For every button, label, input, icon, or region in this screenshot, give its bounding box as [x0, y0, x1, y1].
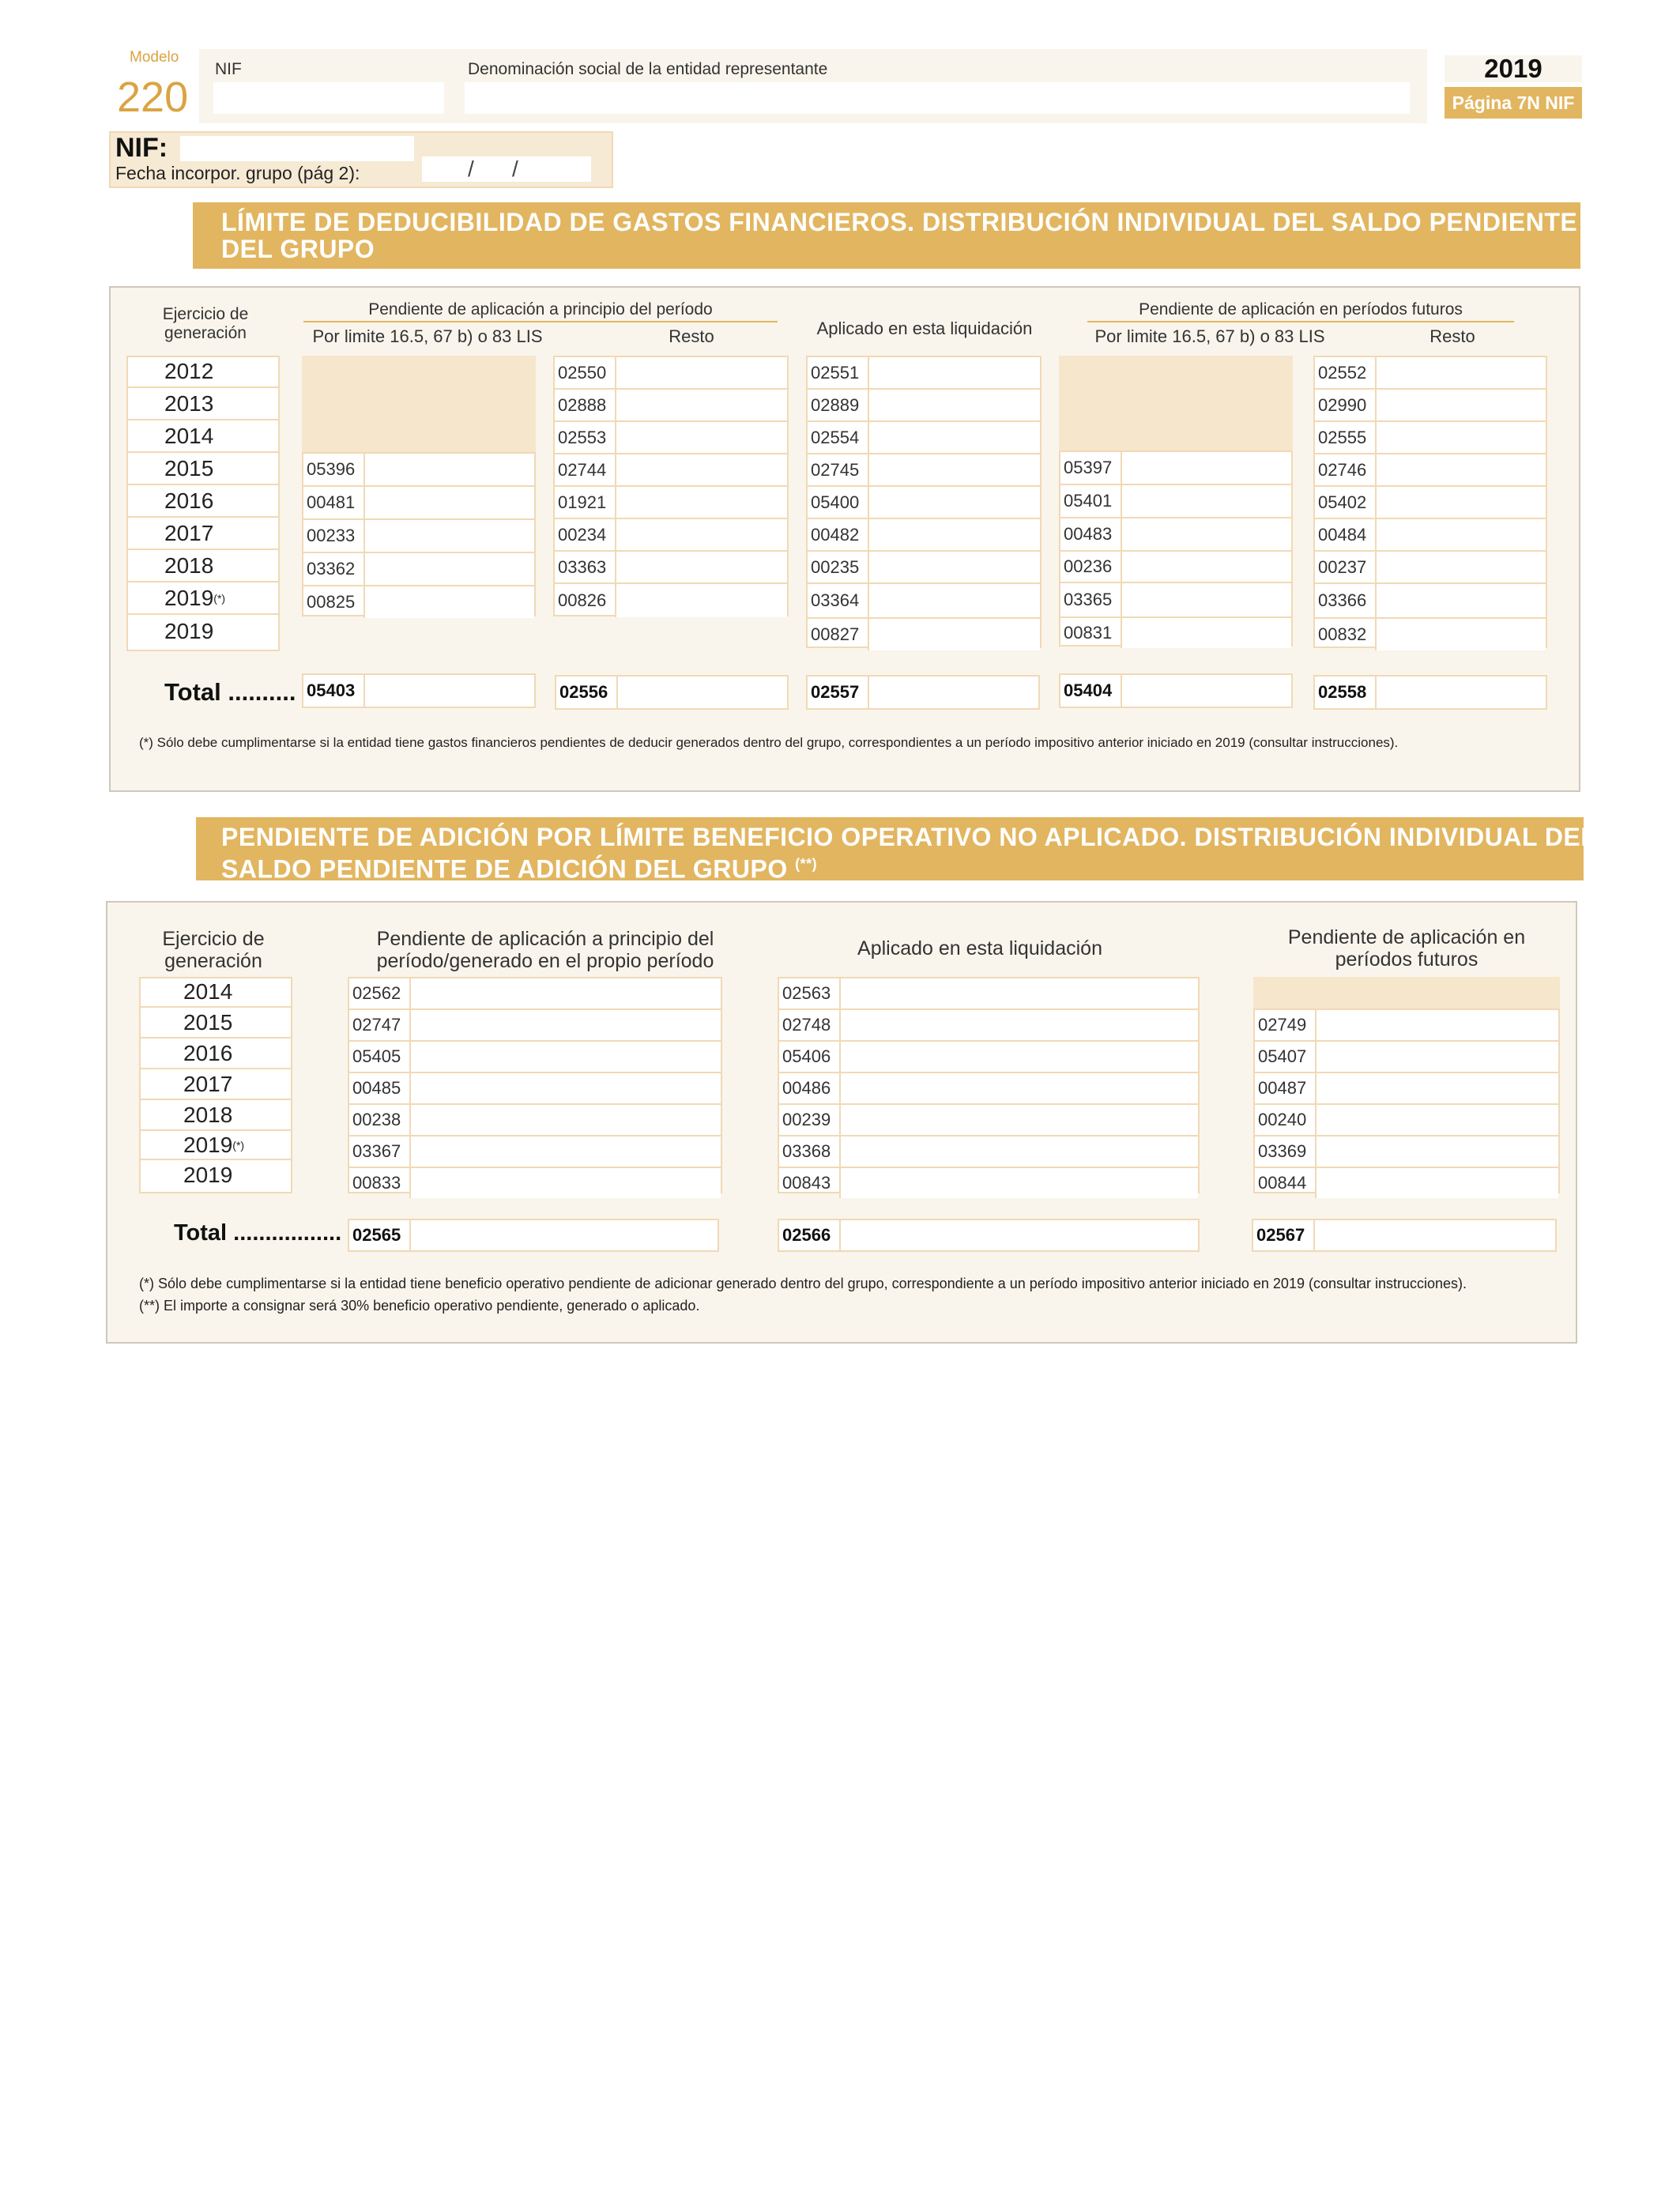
total-input[interactable]: [1313, 1220, 1555, 1250]
s1-col1-box: [302, 452, 536, 616]
s1-total-field: [302, 673, 536, 708]
year-cell: [126, 485, 280, 518]
amount-input[interactable]: [1315, 1168, 1558, 1198]
s2-col3-row: [1255, 1168, 1558, 1198]
amount-input[interactable]: [1315, 1105, 1558, 1135]
s2-col-futuros-line1: Pendiente de aplicación en: [1287, 926, 1526, 948]
amount-input[interactable]: [868, 422, 1040, 453]
amount-input[interactable]: [868, 487, 1040, 518]
s2-col-ejercicio-line1: Ejercicio de: [162, 928, 265, 950]
s2-col-pendiente-line2: período/generado en el propio período: [376, 950, 714, 972]
s2-col-ejercicio-line2: generación: [164, 950, 262, 972]
field-code: 05401: [1064, 491, 1113, 511]
field-code: 02745: [811, 459, 860, 480]
field-code: 02747: [352, 1015, 401, 1035]
fecha-label: Fecha incorpor. grupo (pág 2):: [115, 163, 360, 183]
field-code: 00487: [1258, 1078, 1307, 1098]
s2-col-futuros-line2: períodos futuros: [1335, 948, 1478, 971]
s1-group-line-1: [303, 321, 778, 322]
amount-input[interactable]: [1121, 618, 1291, 648]
s1-col4-box: [1059, 450, 1293, 647]
s2-col2-row: [779, 1137, 1198, 1168]
year-cell: [139, 1008, 292, 1039]
field-code: 02556: [559, 682, 608, 702]
field-code: 02558: [1318, 682, 1367, 702]
year-cell: [126, 582, 280, 615]
s1-col5-row: [1315, 519, 1546, 552]
field-code: 02550: [558, 362, 607, 383]
s2-col2-row: [779, 1042, 1198, 1073]
s1-col3-row: [808, 454, 1040, 487]
s2-col3-box: [1253, 1008, 1560, 1193]
s1-col4-row: [1060, 618, 1291, 648]
amount-input[interactable]: [363, 586, 534, 618]
s2-col2-row: [779, 1105, 1198, 1137]
field-code: 03366: [1318, 590, 1367, 610]
field-code: 03369: [1258, 1141, 1307, 1161]
s1-col2-row: [555, 487, 787, 519]
s1-col5-row: [1315, 619, 1546, 650]
s1-col2-row: [555, 390, 787, 422]
s1-col2-row: [555, 519, 787, 552]
s1-total-label: Total ..........: [164, 678, 296, 706]
year-label: 2018: [183, 1102, 233, 1127]
s1-col-ejercicio-line1: Ejercicio de: [162, 305, 249, 323]
section2-title-mark: (**): [795, 856, 818, 872]
amount-input[interactable]: [363, 487, 534, 518]
year-label: 2019: [183, 1132, 233, 1157]
s2-col3-row: [1255, 1137, 1558, 1168]
s1-col5-row: [1315, 357, 1546, 390]
s1-col1-row: [303, 520, 534, 553]
amount-input[interactable]: [1375, 422, 1546, 453]
field-code: 02888: [558, 394, 607, 415]
field-code: 05402: [1318, 492, 1367, 512]
total-input[interactable]: [616, 677, 787, 708]
year-label: 2014: [183, 978, 233, 1004]
field-code: 02555: [1318, 427, 1367, 447]
year-label: 2015: [164, 455, 214, 481]
field-code: 02554: [811, 427, 860, 447]
field-code: 00844: [1258, 1173, 1307, 1193]
s2-col2-row: [779, 1073, 1198, 1105]
field-code: 00827: [811, 624, 860, 644]
year-box: 2019: [1445, 55, 1582, 82]
amount-input[interactable]: [868, 390, 1040, 420]
field-code: 00233: [307, 526, 356, 545]
field-code: 05403: [307, 680, 356, 700]
denominacion-input[interactable]: [465, 82, 1410, 114]
amount-input[interactable]: [409, 1042, 721, 1072]
field-code: 00240: [1258, 1110, 1307, 1129]
s1-col4-row: [1060, 452, 1291, 485]
s2-col1-row: [349, 1073, 721, 1105]
year-cell: [126, 453, 280, 485]
s1-sub-resto: Resto: [669, 326, 714, 346]
s2-year-list: [139, 977, 292, 1190]
amount-input[interactable]: [1375, 357, 1546, 388]
field-code: 00843: [782, 1173, 831, 1193]
amount-input[interactable]: [839, 1137, 1198, 1167]
field-code: 05405: [352, 1046, 401, 1066]
total-input[interactable]: [363, 675, 534, 707]
total-input[interactable]: [1375, 677, 1546, 708]
year-label: 2019: [183, 1163, 233, 1187]
amount-input[interactable]: [868, 357, 1040, 388]
nif-header-input[interactable]: [213, 82, 444, 114]
field-code: 02748: [782, 1015, 831, 1035]
s2-col3-row: [1255, 1010, 1558, 1042]
amount-input[interactable]: [615, 519, 787, 550]
modelo-label: Modelo: [130, 49, 179, 66]
field-code: 00825: [307, 592, 356, 612]
field-code: 02567: [1256, 1225, 1305, 1245]
amount-input[interactable]: [868, 454, 1040, 485]
year-cell: [126, 388, 280, 420]
total-input[interactable]: [1121, 675, 1291, 707]
year-label: 2017: [164, 520, 214, 545]
amount-input[interactable]: [839, 1010, 1198, 1040]
s1-footnote: (*) Sólo debe cumplimentarse si la entidad tiene gastos financieros pendientes de deducir generados dentro del grupo, correspondientes a un período impositivo anterior iniciado en 2019 (consultar instrucciones).: [139, 735, 1399, 750]
field-code: 03367: [352, 1141, 401, 1161]
s2-col-pendiente: [348, 928, 743, 972]
amount-input[interactable]: [409, 1010, 721, 1040]
amount-input[interactable]: [1315, 1073, 1558, 1103]
field-code: 00239: [782, 1110, 831, 1129]
s1-col3-row: [808, 357, 1040, 390]
field-code: 00483: [1064, 524, 1113, 544]
s1-col5-row: [1315, 584, 1546, 619]
field-code: 00236: [1064, 556, 1113, 576]
s1-total-field: [1313, 675, 1547, 710]
s2-col1-row: [349, 1168, 721, 1198]
amount-input[interactable]: [839, 978, 1198, 1008]
s2-footnote-2: (**) El importe a consignar será 30% beneficio operativo pendiente, generado o aplicado.: [139, 1298, 700, 1314]
field-code: 02566: [782, 1225, 831, 1245]
amount-input[interactable]: [1375, 619, 1546, 650]
s1-total-field: [555, 675, 789, 710]
s1-col3-row: [808, 422, 1040, 454]
year-cell: [126, 615, 280, 647]
s2-col1-box: [348, 977, 722, 1193]
s1-col3-row: [808, 584, 1040, 619]
field-code: 02889: [811, 394, 860, 415]
s1-col4-row: [1060, 518, 1291, 552]
field-code: 02553: [558, 427, 607, 447]
amount-input[interactable]: [615, 390, 787, 420]
s1-col5-row: [1315, 454, 1546, 487]
s1-col5-row: [1315, 390, 1546, 422]
field-code: 03365: [1064, 590, 1113, 609]
amount-input[interactable]: [868, 552, 1040, 582]
field-code: 05406: [782, 1046, 831, 1066]
nif-box-label: NIF:: [115, 133, 168, 163]
field-code: 02551: [811, 362, 860, 383]
field-code: 00238: [352, 1110, 401, 1129]
fecha-input[interactable]: [422, 156, 591, 182]
year-label: 2016: [164, 488, 214, 513]
s1-group-pendiente-futuros: Pendiente de aplicación en períodos futuros: [1139, 300, 1463, 319]
date-slash-1: /: [468, 156, 474, 181]
amount-input[interactable]: [1121, 452, 1291, 484]
year-label: 2015: [183, 1009, 233, 1035]
s1-col2-row: [555, 357, 787, 390]
s1-col4-row: [1060, 485, 1291, 518]
s2-col1-row: [349, 1105, 721, 1137]
s2-col1-row: [349, 1137, 721, 1168]
s1-col4-row: [1060, 552, 1291, 583]
amount-input[interactable]: [615, 584, 787, 617]
field-code: 03368: [782, 1141, 831, 1161]
amount-input[interactable]: [1121, 583, 1291, 616]
field-code: 00234: [558, 524, 607, 545]
s1-col1-row: [303, 586, 534, 618]
field-code: 00484: [1318, 524, 1367, 545]
amount-input[interactable]: [868, 519, 1040, 550]
field-code: 02990: [1318, 394, 1367, 415]
section1-title-line1: LÍMITE DE DEDUCIBILIDAD DE GASTOS FINANCIEROS. DISTRIBUCIÓN INDIVIDUAL DEL SALDO PENDIENTE: [221, 208, 1578, 236]
field-code: 05400: [811, 492, 860, 512]
s1-col2-row: [555, 584, 787, 617]
nif-header-label: NIF: [215, 60, 242, 78]
s2-total-field: [778, 1219, 1200, 1252]
s1-sub-limite: Por limite 16.5, 67 b) o 83 LIS: [312, 326, 543, 346]
year-cell: [126, 550, 280, 582]
total-input[interactable]: [839, 1220, 1198, 1250]
s1-total-field: [1059, 673, 1293, 708]
field-code: 02749: [1258, 1015, 1307, 1035]
s2-total-field: [1252, 1219, 1557, 1252]
field-code: 00833: [352, 1173, 401, 1193]
year-cell: [126, 420, 280, 453]
amount-input[interactable]: [1375, 390, 1546, 420]
amount-input[interactable]: [1315, 1042, 1558, 1072]
amount-input[interactable]: [839, 1168, 1198, 1198]
s1-col3-row: [808, 390, 1040, 422]
amount-input[interactable]: [1315, 1010, 1558, 1040]
amount-input[interactable]: [839, 1073, 1198, 1103]
amount-input[interactable]: [615, 422, 787, 453]
section2-title-line1: PENDIENTE DE ADICIÓN POR LÍMITE BENEFICIO OPERATIVO NO APLICADO. DISTRIBUCIÓN INDIVIDUAL DEL: [221, 823, 1597, 851]
page-label: Página 7N NIF: [1445, 87, 1582, 119]
s1-col2-row: [555, 552, 787, 584]
amount-input[interactable]: [615, 454, 787, 485]
s1-group-pendiente-inicio: Pendiente de aplicación a principio del período: [368, 300, 713, 319]
field-code: 05404: [1064, 680, 1113, 700]
s1-col-ejercicio: [126, 305, 284, 343]
s2-col3-row: [1255, 1042, 1558, 1073]
s1-total-field: [806, 675, 1040, 710]
s1-col3-row: [808, 487, 1040, 519]
year-label: 2014: [164, 423, 214, 448]
s1-col4-row: [1060, 583, 1291, 618]
s1-sub-limite2: Por limite 16.5, 67 b) o 83 LIS: [1094, 326, 1325, 346]
s1-col-ejercicio-line2: generación: [164, 324, 247, 342]
amount-input[interactable]: [839, 1105, 1198, 1135]
field-code: 00826: [558, 590, 607, 610]
field-code: 02552: [1318, 362, 1367, 383]
field-code: 00481: [307, 492, 356, 512]
s1-group-line-2: [1087, 321, 1514, 322]
amount-input[interactable]: [1375, 552, 1546, 582]
field-code: 02746: [1318, 459, 1367, 480]
s1-col1-row: [303, 553, 534, 586]
amount-input[interactable]: [1315, 1137, 1558, 1167]
field-code: 02557: [811, 682, 860, 702]
s2-col-pendiente-line1: Pendiente de aplicación a principio del: [376, 928, 714, 950]
amount-input[interactable]: [363, 454, 534, 485]
s2-col1-row: [349, 1042, 721, 1073]
amount-input[interactable]: [868, 584, 1040, 617]
amount-input[interactable]: [409, 1073, 721, 1103]
amount-input[interactable]: [1375, 487, 1546, 518]
amount-input[interactable]: [615, 357, 787, 388]
s1-col2-row: [555, 454, 787, 487]
field-code: 05397: [1064, 458, 1113, 477]
s1-col3-row: [808, 552, 1040, 584]
s2-col3-shaded: [1253, 977, 1560, 1008]
s1-sub-resto2: Resto: [1430, 326, 1475, 346]
field-code: 01921: [558, 492, 607, 512]
s1-col2-row: [555, 422, 787, 454]
s1-col3-box: [806, 356, 1042, 648]
amount-input[interactable]: [363, 553, 534, 585]
modelo-number: 220: [117, 74, 189, 121]
nif-box-input[interactable]: [180, 136, 414, 161]
year-cell: [139, 1131, 292, 1160]
s1-col3-row: [808, 619, 1040, 650]
denominacion-label: Denominación social de la entidad representante: [468, 60, 828, 78]
year-cell: [126, 518, 280, 550]
year-label: 2017: [183, 1071, 233, 1096]
section2-title-line2-wrap: [193, 844, 817, 883]
s1-col5-row: [1315, 552, 1546, 584]
year-cell: [139, 1069, 292, 1100]
field-code: 00486: [782, 1078, 831, 1098]
field-code: 00235: [811, 556, 860, 577]
star-mark: (*): [213, 591, 226, 605]
s2-col1-row: [349, 1010, 721, 1042]
s2-col-ejercicio: [134, 928, 292, 972]
amount-input[interactable]: [1121, 518, 1291, 550]
s2-col-futuros: [1249, 926, 1565, 971]
s2-col2-box: [778, 977, 1200, 1193]
s1-col1-row: [303, 454, 534, 487]
year-cell: [139, 1160, 292, 1190]
s2-col3-row: [1255, 1073, 1558, 1105]
field-code: 00832: [1318, 624, 1367, 644]
amount-input[interactable]: [615, 552, 787, 582]
s1-col3-row: [808, 519, 1040, 552]
field-code: 02562: [352, 983, 401, 1003]
year-cell: [139, 1039, 292, 1069]
total-input[interactable]: [409, 1220, 718, 1250]
amount-input[interactable]: [409, 1168, 721, 1198]
amount-input[interactable]: [1375, 519, 1546, 550]
amount-input[interactable]: [409, 1137, 721, 1167]
star-mark: (*): [232, 1138, 245, 1152]
s1-col4-shaded: [1059, 356, 1293, 450]
field-code: 00831: [1064, 623, 1113, 643]
amount-input[interactable]: [409, 978, 721, 1008]
s2-col3-row: [1255, 1105, 1558, 1137]
year-label: 2019: [164, 618, 214, 643]
field-code: 02565: [352, 1225, 401, 1245]
s1-col1-shaded: [302, 356, 536, 452]
section1-title-line2: DEL GRUPO: [221, 235, 375, 263]
s2-col-aplicado: Aplicado en esta liquidación: [857, 937, 1102, 959]
s2-footnote-1: (*) Sólo debe cumplimentarse si la entidad tiene beneficio operativo pendiente de adicionar generado dentro del grupo, correspondiente a un período impositivo anterior iniciado en 2019 (consultar instrucciones).: [139, 1276, 1467, 1291]
amount-input[interactable]: [363, 520, 534, 552]
field-code: 00485: [352, 1078, 401, 1098]
field-code: 00482: [811, 524, 860, 545]
s1-col5-box: [1313, 356, 1547, 648]
date-slash-2: /: [512, 156, 518, 181]
year-label: 2019: [164, 585, 214, 610]
s2-col2-row: [779, 978, 1198, 1010]
s2-col2-row: [779, 1168, 1198, 1198]
amount-input[interactable]: [1375, 584, 1546, 617]
year-cell: [126, 356, 280, 388]
year-label: 2012: [164, 358, 214, 383]
total-input[interactable]: [868, 677, 1038, 708]
field-code: 02563: [782, 983, 831, 1003]
s1-col5-row: [1315, 422, 1546, 454]
s2-total-field: [348, 1219, 719, 1252]
field-code: 05396: [307, 459, 356, 479]
year-label: 2013: [164, 390, 214, 416]
s2-col2-row: [779, 1010, 1198, 1042]
s1-col5-row: [1315, 487, 1546, 519]
field-code: 03363: [558, 556, 607, 577]
field-code: 03364: [811, 590, 860, 610]
field-code: 05407: [1258, 1046, 1307, 1066]
year-cell: [139, 977, 292, 1008]
amount-input[interactable]: [1121, 485, 1291, 517]
amount-input[interactable]: [868, 619, 1040, 650]
s1-col-aplicado: Aplicado en esta liquidación: [816, 319, 1033, 338]
amount-input[interactable]: [1375, 454, 1546, 485]
year-cell: [139, 1100, 292, 1131]
s2-total-label: Total .................: [174, 1220, 342, 1246]
section2-title-line2: SALDO PENDIENTE DE ADICIÓN DEL GRUPO: [221, 854, 788, 884]
year-label: 2016: [183, 1040, 233, 1065]
amount-input[interactable]: [615, 487, 787, 518]
s1-year-list: [126, 356, 280, 647]
field-code: 03362: [307, 559, 356, 579]
amount-input[interactable]: [839, 1042, 1198, 1072]
amount-input[interactable]: [409, 1105, 721, 1135]
s1-col1-row: [303, 487, 534, 520]
field-code: 02744: [558, 459, 607, 480]
amount-input[interactable]: [1121, 552, 1291, 582]
s2-col1-row: [349, 978, 721, 1010]
s1-col2-box: [553, 356, 789, 616]
field-code: 00237: [1318, 556, 1367, 577]
year-label: 2018: [164, 552, 214, 578]
